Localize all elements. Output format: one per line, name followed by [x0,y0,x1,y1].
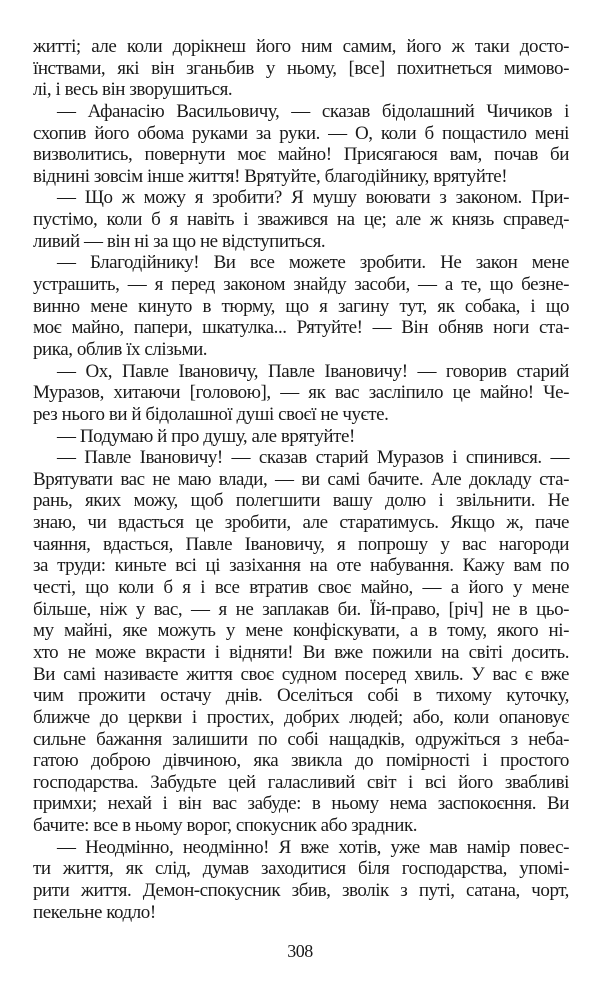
text-line: Врятувати вас не маю влади, — ви самі бачите. Але докладу ста- [33,468,569,490]
paragraph [33,36,569,101]
text-line: — Що ж можу я зробити? Я мушу воювати з законом. При- [57,187,569,209]
text-line: чим прожити остачу днів. Оселіться собі в тихому куточку, [33,685,569,707]
text-line: рити життя. Демон-спокусник збив, зволік з путі, сатана, чорт, [33,879,569,901]
text-line: честі, що коли б я і все втратив своє майно, — а його у мене [33,577,569,599]
paragraph [33,187,569,252]
text-line: господарства. Забудьте цей галасливий світ і всі його звабливі [33,771,569,793]
text-line: ливий — він ні за що не відступиться. [33,230,326,252]
text-line: гатою доброю дівчиною, яка звикла до помірності і простого [33,750,569,772]
paragraph [33,426,569,448]
paragraph [33,361,569,426]
text-line: — Подумаю й про душу, але врятуйте! [57,425,355,447]
text-line: віднині зовсім інше життя! Врятуйте, благодійнику, врятуйте! [33,165,508,187]
text-line: сильне бажання залишити по собі нащадків, одружіться з неба- [33,728,569,750]
book-page-text [33,36,569,923]
text-line: устрашить, — я перед законом знайду засоби, — а те, що безне- [33,274,569,296]
text-line: бачите: все в ньому ворог, спокусник або зрадник. [33,815,418,837]
paragraph [33,447,569,837]
text-line: пекельне кодло! [33,901,156,923]
text-line: винно мене кинуто в тюрму, що я загину тут, як собака, і що [33,295,569,317]
paragraph [33,252,569,360]
text-line: — Афанасію Васильовичу, — сказав бідолашний Чичиков і [57,100,569,122]
text-line: лі, і весь він зворушиться. [33,79,233,101]
text-line: чаяння, вдасться, Павле Івановичу, я попрошу у вас нагороди [33,533,569,555]
text-line: більше, ніж у вас, — я не заплакав би. Їй-право, [річ] не в цьо- [33,598,569,620]
text-line: рез нього ви й бідолашної душі своєї не чуєте. [33,403,389,425]
text-line: їнствами, які він зганьбив у ньому, [все] похитнеться мимово- [33,57,569,79]
text-line: моє майно, папери, шкатулка... Рятуйте! — Він обняв ноги ста- [33,317,569,339]
text-line: рика, облив їх слізьми. [33,338,208,360]
text-line: житті; але коли дорікнеш його ним самим, його ж таки досто- [33,36,569,57]
text-line: му майні, яке можуть у мене конфіскувати, а в тому, якого ні- [33,620,569,642]
text-line: примхи; нехай і він вас забуде: в ньому нема заспокоєння. Ви [33,793,569,815]
text-line: — Павле Івановичу! — сказав старий Муразов і спинився. — [57,447,569,469]
page-number: 308 [287,941,313,961]
text-line: — Ох, Павле Івановичу, Павле Івановичу! — говорив старий [57,360,569,382]
text-line: ти життя, як слід, думав заходитися біля господарства, упомі- [33,858,569,880]
paragraph [33,101,569,188]
paragraph [33,837,569,924]
text-line: пустімо, коли б я навіть і зважився на це; але ж князь справед- [33,209,569,231]
text-line: визволитись, повернути моє майно! Присягаюся вам, почав би [33,144,569,166]
text-line: за труди: киньте всі ці зазіхання на оте набування. Кажу вам по [33,555,569,577]
text-line: — Неодмінно, неодмінно! Я вже хотів, уже мав намір повес- [57,836,569,858]
text-line: — Благодійнику! Ви все можете зробити. Не закон мене [57,252,569,274]
text-line: знаю, чи вдасться це зробити, але старатимусь. Якщо ж, паче [33,512,569,534]
text-line: рань, яких можу, щоб полегшити вашу долю і звільнити. Не [33,490,569,512]
text-line: ближче до церкви і простих, добрих людей; або, коли опановує [33,706,569,728]
text-line: хто не може вкрасти і відняти! Ви вже пожили на світі досить. [33,641,569,663]
text-line: Ви самі називаєте життя своє судном посеред хвиль. У вас є вже [33,663,569,685]
text-line: схопив його обома руками за руки. — О, коли б пощастило мені [33,122,569,144]
text-line: Муразов, хитаючи [головою], — як вас засліпило це майно! Че- [33,382,569,404]
